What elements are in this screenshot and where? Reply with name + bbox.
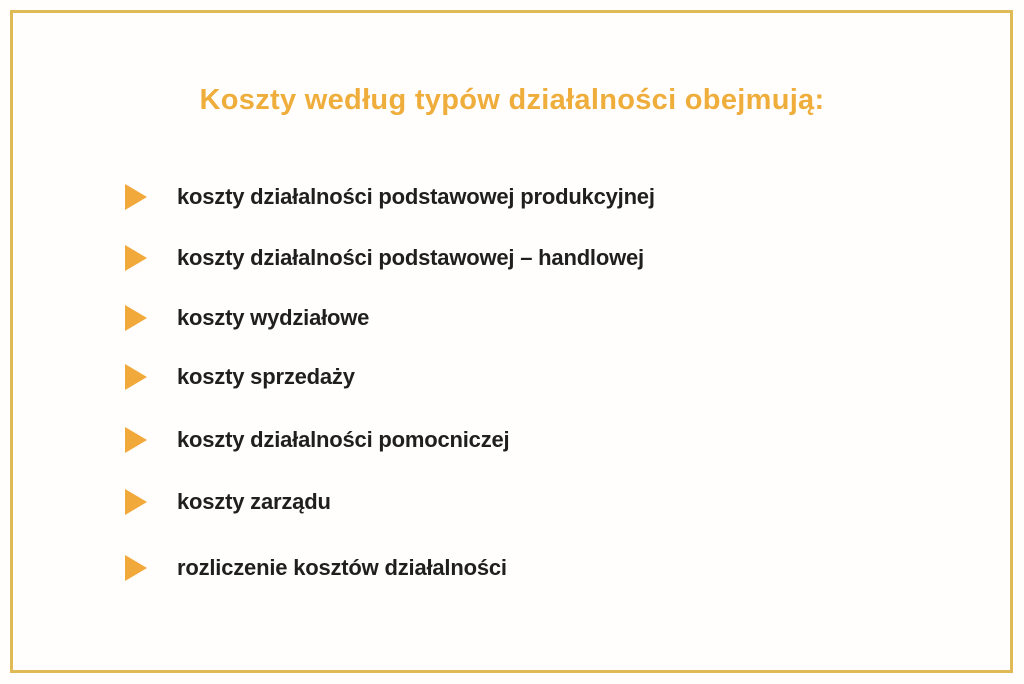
list-item (125, 489, 655, 515)
page-title: Koszty według typów działalności obejmują: (199, 84, 825, 116)
triangle-bullet-icon (125, 555, 147, 581)
triangle-bullet-icon (125, 245, 147, 271)
list-item (125, 184, 655, 210)
list-item-label: koszty działalności pomocniczej (177, 427, 510, 452)
list-item (125, 305, 655, 331)
list-item (125, 427, 655, 453)
triangle-bullet-icon (125, 305, 147, 331)
list-item-label: koszty działalności podstawowej – handlowej (177, 245, 644, 270)
list-item-label: koszty zarządu (177, 489, 331, 514)
triangle-bullet-icon (125, 427, 147, 453)
list-item-label: koszty sprzedaży (177, 364, 355, 389)
list-item-label: koszty wydziałowe (177, 305, 370, 330)
cost-type-list (125, 184, 655, 581)
list-item-label: koszty działalności podstawowej produkcyjnej (177, 184, 655, 209)
triangle-bullet-icon (125, 184, 147, 210)
list-item (125, 245, 655, 271)
list-item-label: rozliczenie kosztów działalności (177, 555, 507, 580)
list-item (125, 555, 655, 581)
list-item (125, 364, 655, 390)
triangle-bullet-icon (125, 364, 147, 390)
triangle-bullet-icon (125, 489, 147, 515)
